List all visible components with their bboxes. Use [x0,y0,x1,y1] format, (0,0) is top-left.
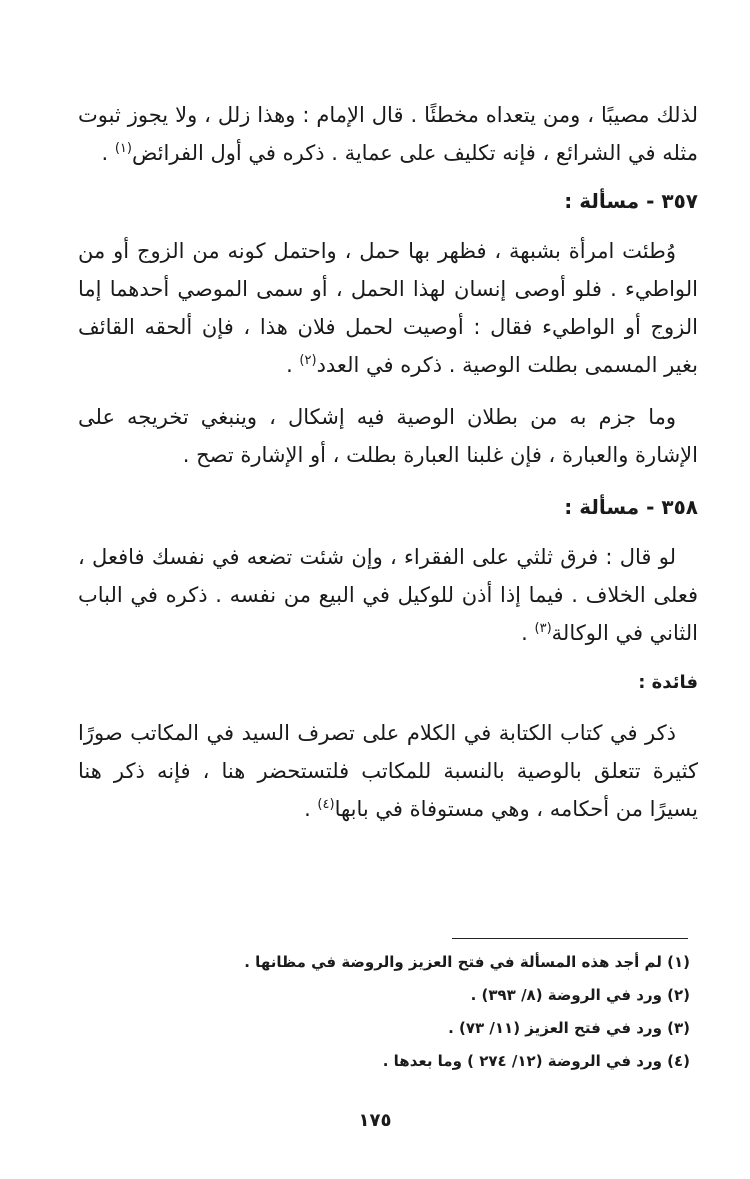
section-heading: فائدة : [638,672,698,693]
footnote-reference: (٣) [534,621,552,636]
paragraph-end: . [101,141,115,165]
paragraph [78,714,698,828]
paragraph [78,538,698,652]
paragraph-end: . [286,353,300,377]
footnotes [78,946,690,1078]
footnote: (٣) ورد في فتح العزيز (١١/ ٧٣) . [448,1019,690,1037]
footnote-reference: (١) [114,141,132,156]
footnote-separator [452,938,688,939]
paragraph-text: ذكر في كتاب الكتابة في الكلام على تصرف السيد في المكاتب صورًا كثيرة تتعلق بالوصية بالنسبة للمكاتب فلتستحضر هنا ، فإنه ذكر هنا يسيرًا من أحكامه ، وهي مستوفاة في بابها [78,721,698,821]
footnote: (٢) ورد في الروضة (٨/ ٣٩٣) . [470,986,690,1004]
paragraph-end: . [521,621,535,645]
footnote-reference: (٤) [317,797,335,812]
paragraph [78,232,698,384]
paragraph-text: وما جزم به من بطلان الوصية فيه إشكال ، وينبغي تخريجه على الإشارة والعبارة ، فإن غلبنا العبارة بطلت ، أو الإشارة تصح . [78,405,698,467]
paragraph [78,96,698,172]
main-text [78,96,698,828]
paragraph [78,398,698,474]
paragraph-text: لذلك مصيبًا ، ومن يتعداه مخطئًا . قال الإمام : وهذا زلل ، ولا يجوز ثبوت مثله في الشرائع ، فإنه تكليف على عماية . ذكره في أول الفرائض [78,103,698,165]
footnote: (١) لم أجد هذه المسألة في فتح العزيز والروضة في مظانها . [244,953,690,971]
paragraph-text: وُطئت امرأة بشبهة ، فظهر بها حمل ، واحتمل كونه من الزوج أو من الواطيء . فلو أوصى إنسان لهذا الحمل ، أو سمى الموصي أحدهما إما الزوج أو الواطيء فقال : أوصيت لحمل فلان هذا ، فإن ألحقه القائف بغير المسمى بطلت الوصية . ذكره في العدد [78,239,698,377]
section-heading: ٣٥٨ - مسألة : [564,495,698,519]
section-heading: ٣٥٧ - مسألة : [564,189,698,213]
footnote-reference: (٢) [299,353,317,368]
paragraph-end: . [304,797,318,821]
paragraph-text: لو قال : فرق ثلثي على الفقراء ، وإن شئت تضعه في نفسك فافعل ، فعلى الخلاف . فيما إذا أذن للوكيل في البيع من نفسه . ذكره في الباب الثاني في الوكالة [78,545,698,645]
footnote: (٤) ورد في الروضة (١٢/ ٢٧٤ ) وما بعدها . [382,1052,690,1070]
page-number: ١٧٥ [358,1110,392,1131]
